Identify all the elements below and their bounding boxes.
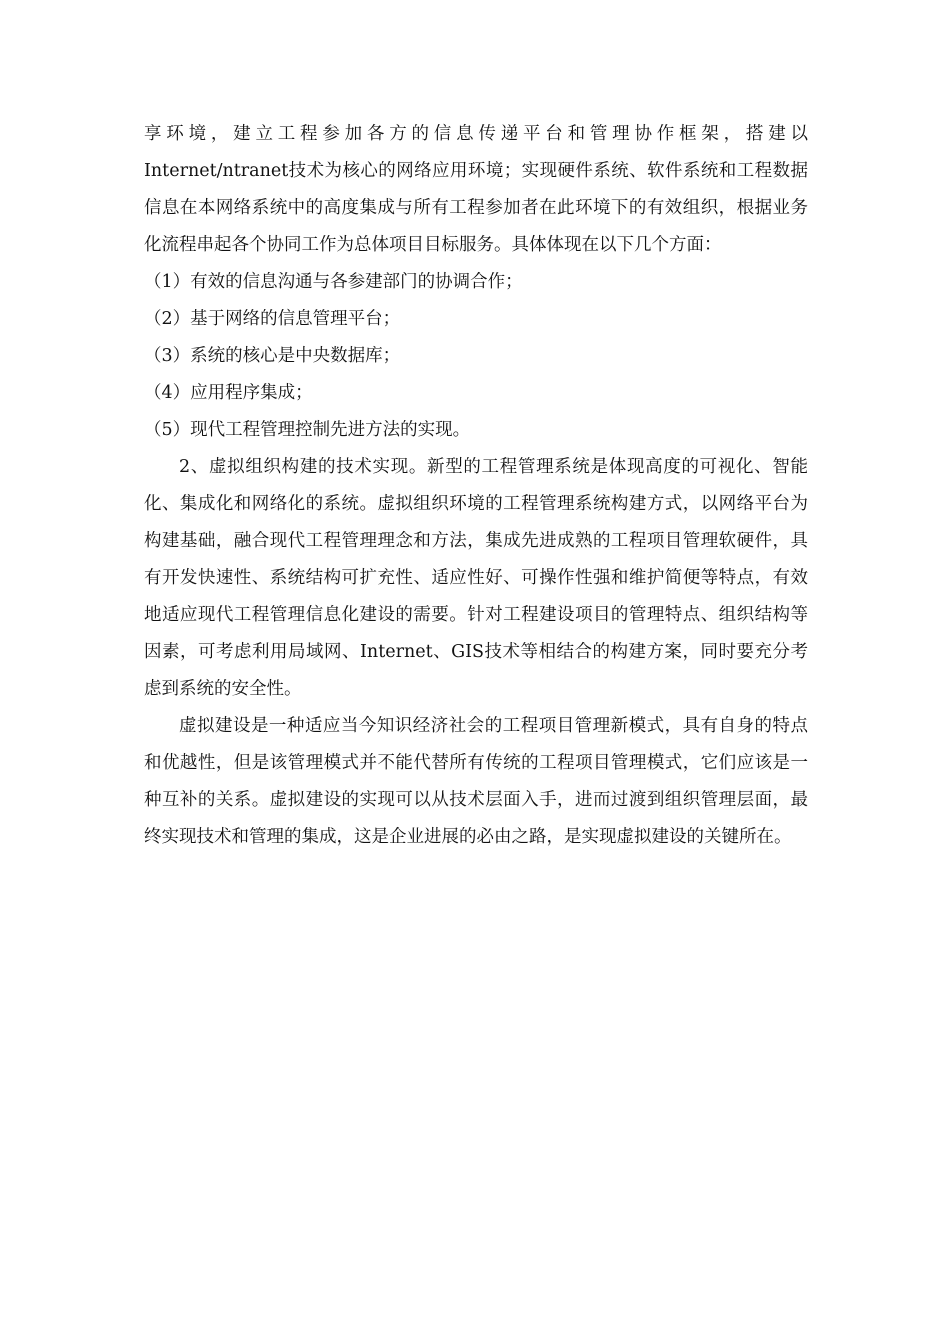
list-item-3: （3）系统的核心是中央数据库； — [144, 346, 401, 366]
list-item-5: （5）现代工程管理控制先进方法的实现。 — [144, 420, 471, 440]
list-item-2: （2）基于网络的信息管理平台； — [144, 309, 401, 329]
list-item-1: （1）有效的信息沟通与各参建部门的协调合作； — [144, 272, 523, 292]
document-body — [144, 116, 808, 856]
list-item-4: （4）应用程序集成； — [144, 383, 313, 403]
paragraph-virtual-construction: 虚拟建设是一种适应当今知识经济社会的工程项目管理新模式，具有自身的特点和优越性，但是该管理模式并不能代替所有传统的工程项目管理模式，它们应该是一种互补的关系。虚拟建设的实现可以从技术层面入手，进而过渡到组织管理层面，最终实现技术和管理的集成，这是企业进展的必由之路，是实现虚拟建设的关键所在。 — [144, 716, 808, 847]
paragraph-continuation: 享环境，建立工程参加各方的信息传递平台和管理协作框架，搭建以Internet/ntranet技术为核心的网络应用环境；实现硬件系统、软件系统和工程数据信息在本网络系统中的高度集成与所有工程参加者在此环境下的有效组织，根据业务化流程串起各个协同工作为总体项目目标服务。具体体现在以下几个方面： — [144, 124, 808, 255]
paragraph-technical-implementation: 2、虚拟组织构建的技术实现。新型的工程管理系统是体现高度的可视化、智能化、集成化和网络化的系统。虚拟组织环境的工程管理系统构建方式，以网络平台为构建基础，融合现代工程管理理念和方法，集成先进成熟的工程项目管理软硬件，具有开发快速性、系统结构可扩充性、适应性好、可操作性强和维护简便等特点，有效地适应现代工程管理信息化建设的需要。针对工程建设项目的管理特点、组织结构等因素，可考虑利用局域网、Internet、GIS技术等相结合的构建方案，同时要充分考虑到系统的安全性。 — [144, 457, 808, 699]
